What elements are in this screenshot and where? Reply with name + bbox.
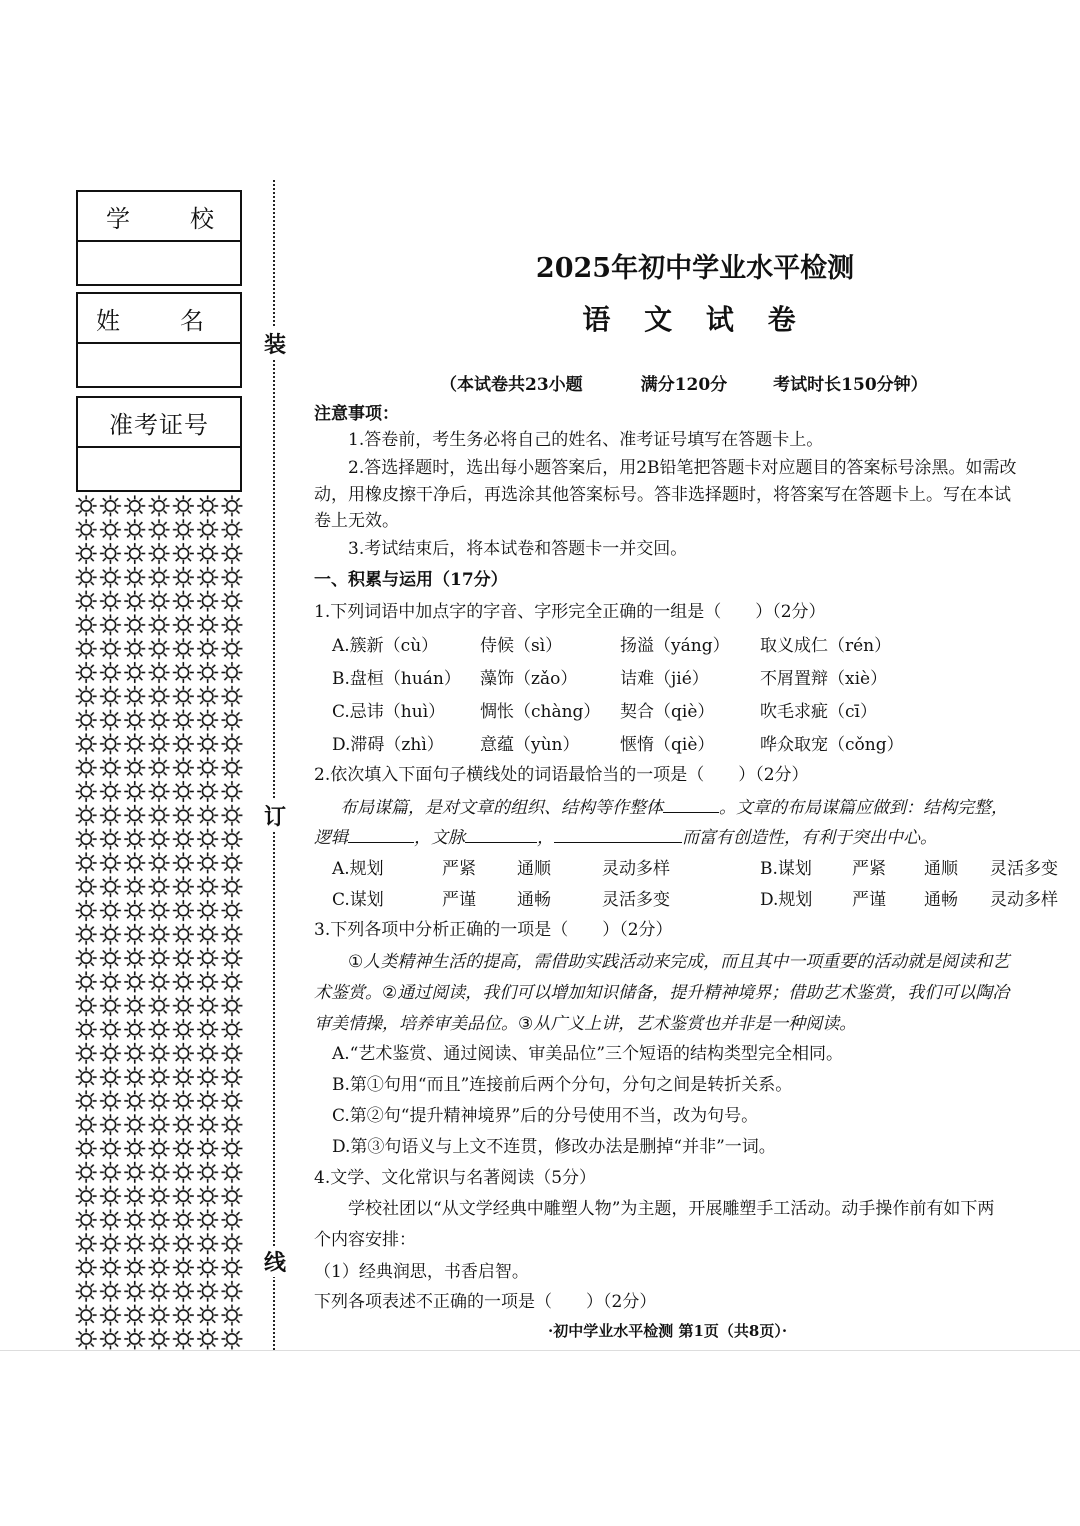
q1-option-cell: 惆怅（chàng） — [480, 702, 601, 722]
q3-passage-2: 术鉴赏。②通过阅读，我们可以增加知识储备，提升精神境界；借助艺术鉴赏，我们可以陶冶 — [314, 983, 1010, 1003]
exam-id-input-area[interactable] — [78, 448, 240, 490]
notice-item-2c: 卷上无效。 — [314, 511, 399, 531]
q3-stem: 3.下列各项中分析正确的一项是（ ）（2分） — [314, 920, 673, 940]
notice-heading: 注意事项： — [314, 404, 399, 424]
notice-item-1: 1.答卷前，考生务必将自己的姓名、准考证号填写在答题卡上。 — [348, 430, 824, 450]
q2-option-cell: 通畅 — [924, 890, 958, 910]
school-box — [76, 190, 242, 286]
notice-item-3: 3.考试结束后，将本试卷和答题卡一并交回。 — [348, 539, 688, 559]
blank-4 — [554, 826, 682, 843]
q1-option-cell: 意蕴（yùn） — [480, 735, 580, 755]
q2-option-cell: 灵活多变 — [602, 890, 670, 910]
q1-option-cell: 诘难（jié） — [620, 669, 709, 689]
q1-option-cell: B.盘桓（huán） — [332, 669, 461, 689]
q4-sub-1: （1）经典润思，书香启智。 — [314, 1262, 529, 1282]
q4-stem: 4.文学、文化常识与名著阅读（5分） — [314, 1168, 597, 1188]
q1-option-cell: D.滞碍（zhì） — [332, 735, 444, 755]
binding-char-zhuang: 装 — [263, 328, 287, 359]
name-label: 姓 名 — [78, 294, 240, 344]
q2-option-cell: 严谨 — [442, 890, 476, 910]
q4-sub-1-question: 下列各项表述不正确的一项是（ ）（2分） — [314, 1292, 657, 1312]
q2-option-cell: D.规划 — [760, 890, 813, 910]
decorative-sun-pattern — [74, 494, 244, 1350]
q1-option-cell: C.忌讳（huì） — [332, 702, 446, 722]
name-input-area[interactable] — [78, 344, 240, 386]
q2-stem: 2.依次填入下面句子横线处的词语最恰当的一项是（ ）（2分） — [314, 765, 809, 785]
q2-option-cell: 灵动多样 — [602, 859, 670, 879]
binding-char-ding: 订 — [263, 800, 287, 831]
q1-option-cell: 藻饰（zǎo） — [480, 669, 578, 689]
q1-option-cell: A.簇新（cù） — [332, 636, 439, 656]
q2-option-cell: 严谨 — [852, 890, 886, 910]
q2-passage-line-2: 逻辑 ，文脉 ， 而富有创造性，有利于突出中心。 — [314, 828, 937, 848]
exam-id-label: 准考证号 — [78, 398, 240, 448]
q3-option-d: D.第③句语义与上文不连贯，修改办法是删掉“并非”一词。 — [332, 1137, 776, 1157]
q2-option-cell: 灵动多样 — [990, 890, 1058, 910]
q1-option-cell: 不屑置辩（xiè） — [760, 669, 888, 689]
notice-item-2b: 动，用橡皮擦干净后，再选涂其他答案标号。答非选择题时，将答案写在答题卡上。写在本试 — [314, 485, 1011, 505]
exam-meta — [440, 374, 928, 396]
q2-option-cell: 严紧 — [852, 859, 886, 879]
blank-1 — [663, 796, 719, 813]
meta-question-count: （本试卷共23小题 — [440, 375, 583, 395]
name-box — [76, 292, 242, 388]
q3-option-b: B.第①句用“而且”连接前后两个分句，分句之间是转折关系。 — [332, 1075, 793, 1095]
q3-passage-1: ①人类精神生活的提高，需借助实践活动来完成，而且其中一项重要的活动就是阅读和艺 — [348, 952, 1010, 972]
q4-passage-1: 学校社团以“从文学经典中雕塑人物”为主题，开展雕塑手工活动。动手操作前有如下两 — [348, 1199, 995, 1219]
q2-option-cell: 灵活多变 — [990, 859, 1058, 879]
q2-passage-line-1: 布局谋篇，是对文章的组织、结构等作整体 。文章的布局谋篇应做到：结构完整， — [340, 798, 1008, 818]
q4-passage-2: 个内容安排： — [314, 1230, 416, 1250]
q2-option-cell: 通畅 — [517, 890, 551, 910]
q1-option-cell: 侍候（sì） — [480, 636, 563, 656]
q1-option-cell: 取义成仁（rén） — [760, 636, 892, 656]
school-input-area[interactable] — [78, 242, 240, 284]
q3-option-a: A.“艺术鉴赏、通过阅读、审美品位”三个短语的结构类型完全相同。 — [332, 1044, 844, 1064]
school-label: 学 校 — [78, 192, 240, 242]
section-1-heading: 一、积累与运用（17分） — [314, 570, 508, 590]
notice-item-2a: 2.答选择题时，选出每小题答案后，用2B铅笔把答题卡对应题目的答案标号涂黑。如需改 — [348, 458, 1017, 478]
binding-char-xian: 线 — [263, 1246, 287, 1277]
q1-option-cell: 扬溢（yáng） — [620, 636, 730, 656]
subject-title: 语 文 试 卷 — [582, 303, 808, 336]
blank-2 — [348, 826, 414, 843]
q1-option-cell: 哗众取宠（cǒng） — [760, 735, 904, 755]
meta-duration: 考试时长150分钟） — [773, 375, 928, 395]
meta-full-score: 满分120分 — [640, 375, 728, 395]
q2-option-cell: 严紧 — [442, 859, 476, 879]
q2-option-cell: 通顺 — [517, 859, 551, 879]
exam-id-box — [76, 396, 242, 492]
q1-option-cell: 吹毛求疵（cī） — [760, 702, 877, 722]
q2-option-cell: 通顺 — [924, 859, 958, 879]
q1-stem: 1.下列词语中加点字的字音、字形完全正确的一组是（ ）（2分） — [314, 602, 826, 622]
q2-option-cell: A.规划 — [332, 859, 384, 879]
q2-option-cell: C.谋划 — [332, 890, 384, 910]
exam-title: 2025年初中学业水平检测 — [535, 253, 855, 284]
q3-option-c: C.第②句“提升精神境界”后的分号使用不当，改为句号。 — [332, 1106, 759, 1126]
q3-passage-3: 审美情操，培养审美品位。③从广义上讲，艺术鉴赏也并非是一种阅读。 — [314, 1014, 857, 1034]
q1-option-cell: 惬惰（qiè） — [620, 735, 715, 755]
page-bottom-edge — [0, 1350, 1080, 1351]
blank-3 — [465, 826, 537, 843]
page-footer: ·初中学业水平检测 第1页（共8页）· — [548, 1322, 788, 1340]
q1-option-cell: 契合（qiè） — [620, 702, 715, 722]
q2-option-cell: B.谋划 — [760, 859, 812, 879]
